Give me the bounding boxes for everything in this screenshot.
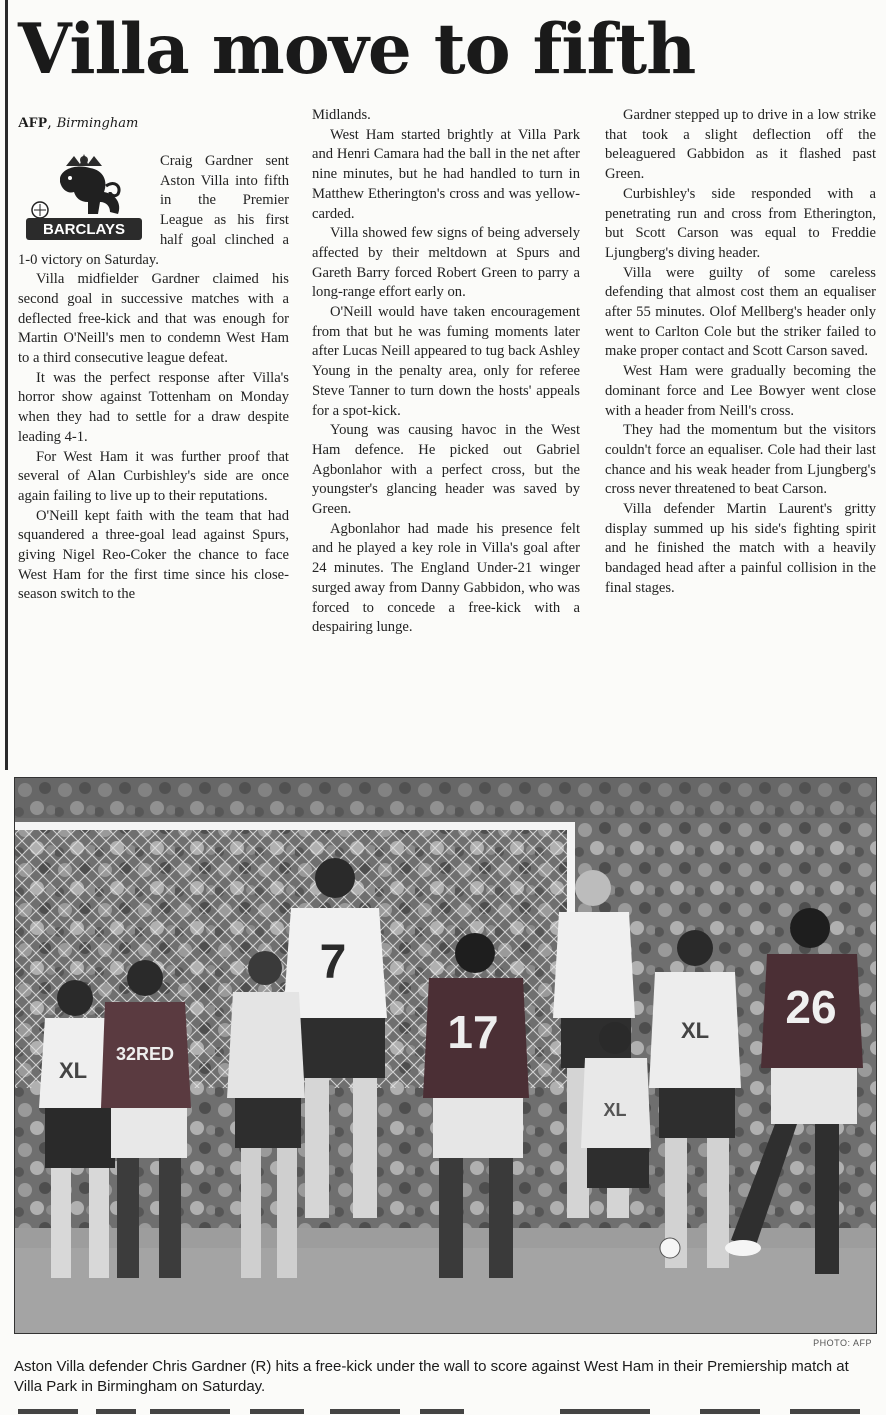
article-paragraph: Agbonlahor had made his presence felt and he played a key role in Villa's goal after 24 minutes. The England Under-21 winger surged away from Danny Gabbidon, who was forced to concede a free-kick with a despairing lunge.	[312, 520, 580, 636]
shirt-number: 7	[319, 936, 347, 989]
next-article-strip	[0, 1408, 886, 1415]
match-photo	[14, 777, 877, 1334]
article-paragraph: Villa midfielder Gardner claimed his second goal in successive matches with a deflected free-kick and that was enough for Martin O'Neill's men to condemn West Ham to a third consecutive league defeat.	[18, 271, 289, 367]
premier-league-logo	[18, 152, 148, 242]
article-paragraph: Villa defender Martin Laurent's gritty display summed up his side's fighting spirit and he finished the match with a heavily bandaged head after a painful collision in the final stages.	[605, 501, 876, 596]
article-paragraph: West Ham started brightly at Villa Park and Henri Camara had the ball in the net after nine minutes, but he had handled to turn in Matthew Etherington's cross and was yellow-carded.	[312, 126, 580, 222]
byline	[18, 113, 138, 132]
shirt-number: 17	[447, 1006, 499, 1058]
article-paragraph: Villa were guilty of some careless defending that almost cost them an equaliser after 55 minutes. Olof Mellberg's header only went to Carlton Cole but the striker failed to make proper contact and Scott Carson saved.	[605, 264, 876, 360]
shirt-text: XL	[58, 1058, 88, 1083]
column-rule	[5, 0, 8, 770]
article-column-3	[605, 106, 876, 599]
photo-caption: Aston Villa defender Chris Gardner (R) hits a free-kick under the wall to score against West Ham in their Premiership match at Villa Park in Birmingham on Saturday.	[14, 1358, 849, 1395]
logo-brand-text: BARCLAYS	[43, 221, 125, 238]
shirt-text: XL	[680, 1018, 710, 1043]
article-column-2	[312, 106, 580, 638]
article-paragraph: Midlands.	[312, 107, 371, 123]
article-paragraph: Curbishley's side responded with a penetrating run and cross from Etherington, but Scott Carson was equal to Freddie Ljungberg's diving header.	[605, 185, 876, 261]
sponsor-text: 32RED	[115, 1044, 175, 1064]
shirt-text: XL	[603, 1100, 627, 1120]
article-paragraph: Gardner stepped up to drive in a low strike that took a slight deflection off the beleaguered Gabbidon as it flashed past Green.	[605, 107, 876, 183]
article-paragraph: For West Ham it was further proof that several of Alan Curbishley's side are once again failing to live up to their reputations.	[18, 448, 289, 504]
article-paragraph: Craig Gardner sent Aston Villa into fifth in the Premier League as his first half goal clinched a 1-0 victory on Saturday.	[18, 153, 289, 268]
article-paragraph: They had the momentum but the visitors couldn't force an equaliser. Cole had their last chance and his weak header from Ljungberg's cross never threatened to beat Carson.	[605, 422, 876, 498]
article-column-1	[18, 152, 289, 605]
lion-crest-icon	[18, 152, 148, 242]
article-paragraph: O'Neill kept faith with the team that had squandered a three-goal lead against Spurs, giving Nigel Reo-Coker the chance to face West Ham for the first time since his close-season switch to the	[18, 507, 289, 603]
article-paragraph: Young was causing havoc in the West Ham defence. He picked out Gabriel Agbonlahor with a perfect cross, but the youngster's glancing header was saved by Green.	[312, 422, 580, 518]
byline-place: Birmingham	[56, 116, 139, 131]
ball-icon	[660, 1238, 680, 1258]
article-paragraph: It was the perfect response after Villa's horror show against Tottenham on Monday when they had to settle for a draw despite leading 4-1.	[18, 369, 289, 445]
article-paragraph: West Ham were gradually becoming the dominant force and Lee Bowyer went close with a header from Neill's cross.	[605, 363, 876, 419]
byline-separator: ,	[47, 113, 57, 131]
byline-source: AFP	[18, 115, 48, 131]
article-paragraph: Villa showed few signs of being adversely affected by their meltdown at Spurs and Gareth Barry forced Robert Green to parry a long-range effort early on.	[312, 225, 580, 301]
headline: Villa move to fifth	[18, 9, 696, 90]
article-paragraph: O'Neill would have taken encouragement from that but he was fuming moments later after Lucas Neill appeared to tug back Ashley Young in the penalty area, only for referee Steve Tanner to turn down the hosts' appeals for a spot-kick.	[312, 304, 580, 419]
shirt-number: 26	[785, 981, 837, 1033]
photo-credit: PHOTO: AFP	[813, 1338, 872, 1348]
